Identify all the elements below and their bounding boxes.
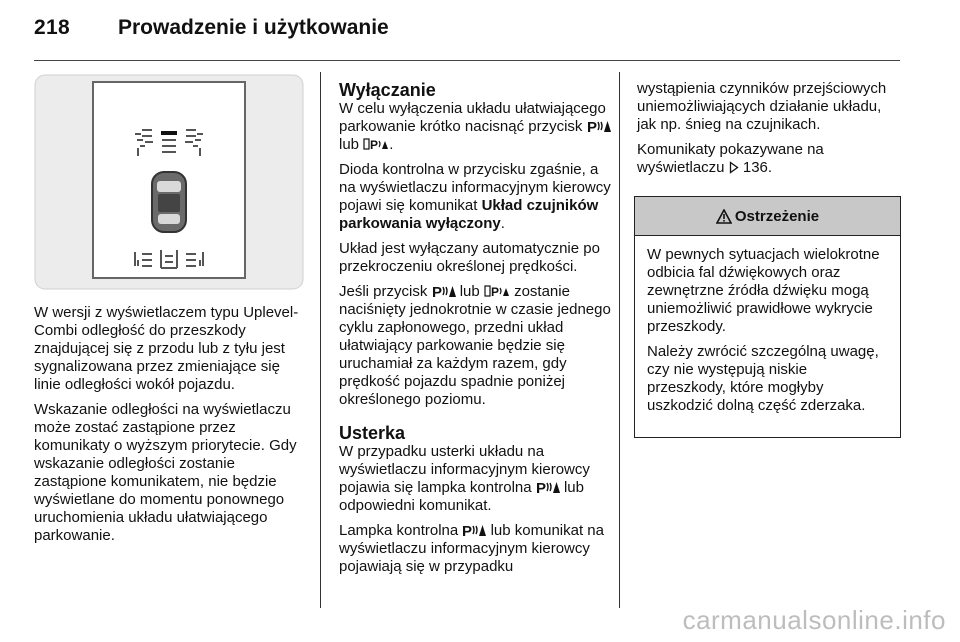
- svg-text:P: P: [431, 284, 442, 298]
- paragraph-button-once: Jeśli przycisk P lub P zostanie naciśnięty jednokrotnie w czasie jednego cyklu zapłonowego, przedni układ ułatwiający parkowanie będzie się uruchamiał za każdym razem, gdy prędkość pojazdu spadnie poniżej określonego poziomu.: [339, 283, 611, 408]
- header-rule: [34, 60, 900, 61]
- svg-text:P: P: [586, 119, 597, 133]
- paragraph-display-priority: Wskazanie odległości na wyświetlaczu może zostać zastąpione przez komunikaty o wyższym priorytecie. Gdy wskazanie odległości zostanie zastąpione komunikatem, nie będzie wyświetlane do momentu ponownego uruchomienia układu ułatwiającego parkowanie.: [34, 401, 297, 544]
- warning-paragraph-reflections: W pewnych sytuacjach wielokrotne odbicia fal dźwiękowych oraz zewnętrzne źródła dźwięku mogą uniemożliwić prawidłowe wykrycie przeszkody.: [647, 246, 880, 335]
- column-2: [339, 80, 611, 583]
- warning-paragraph-low-obstacles: Należy zwrócić szczególną uwagę, czy nie występują niskie przeszkody, które mogłyby uszkodzić dolną część zderzaka.: [647, 343, 879, 414]
- column-1: [34, 304, 309, 552]
- svg-text:P: P: [490, 285, 499, 298]
- heading-fault: Usterka: [339, 423, 406, 443]
- park-assist-icon: [363, 137, 389, 151]
- column-divider-2: [619, 72, 620, 608]
- paragraph-fault-lamp: W przypadku usterki układu na wyświetlaczu informacyjnym kierowcy pojawia się lampka kontrolna P lub odpowiedni komunikat.: [339, 443, 590, 514]
- message-sensors-off: Układ czujników parkowania wyłączony: [339, 197, 599, 232]
- paragraph-fault-message: Lampka kontrolna P lub komunikat na wyświetlaczu informacyjnym kierowcy pojawiają się w przypadku: [339, 522, 604, 575]
- warning-triangle-icon: [716, 209, 732, 224]
- page-number: 218: [34, 16, 70, 39]
- park-pilot-icon: [462, 523, 486, 537]
- warning-header: [635, 197, 900, 236]
- park-pilot-icon: [432, 284, 456, 298]
- arrow-ref-icon[interactable]: [729, 161, 739, 174]
- paragraph-display-description: W wersji z wyświetlaczem typu Uplevel-Combi odległość do przeszkody znajdującej się z przodu lub z tyłu jest sygnalizowana przez zmieniające się linie odległości wokół pojazdu.: [34, 304, 299, 393]
- svg-text:P: P: [370, 138, 379, 151]
- svg-text:P: P: [535, 480, 546, 494]
- paragraph-switch-off-instruction: W celu wyłączenia układu ułatwiającego parkowanie krótko nacisnąć przycisk P lub P .: [339, 100, 611, 154]
- paragraph-auto-off: Układ jest wyłączany automatycznie po przekroczeniu określonej prędkości.: [339, 240, 600, 275]
- heading-switch-off: Wyłączanie: [339, 80, 436, 100]
- car-icon: [152, 172, 186, 232]
- page-title: Prowadzenie i użytkowanie: [118, 16, 389, 39]
- warning-box: [634, 196, 901, 438]
- column-divider-1: [320, 72, 321, 608]
- parking-display-figure: [34, 74, 304, 290]
- svg-text:P: P: [462, 523, 473, 537]
- park-pilot-icon: [587, 119, 611, 133]
- park-pilot-icon: [536, 480, 560, 494]
- paragraph-transient-factors: wystąpienia czynników przejściowych uniemożliwiających działanie układu, jak np. śnieg na czujnikach.: [637, 80, 887, 133]
- column-3: [637, 80, 902, 184]
- park-assist-icon: [484, 284, 510, 298]
- watermark: carmanualsonline.info: [682, 605, 946, 635]
- paragraph-display-messages: Komunikaty pokazywane na wyświetlaczu 136.: [637, 141, 824, 176]
- warning-body: [635, 236, 900, 415]
- warning-title: Ostrzeżenie: [734, 207, 820, 225]
- paragraph-switch-off-led: Dioda kontrolna w przycisku zgaśnie, a na wyświetlaczu informacyjnym kierowcy pojawi się komunikat Układ czujników parkowania wyłączony.: [339, 161, 611, 232]
